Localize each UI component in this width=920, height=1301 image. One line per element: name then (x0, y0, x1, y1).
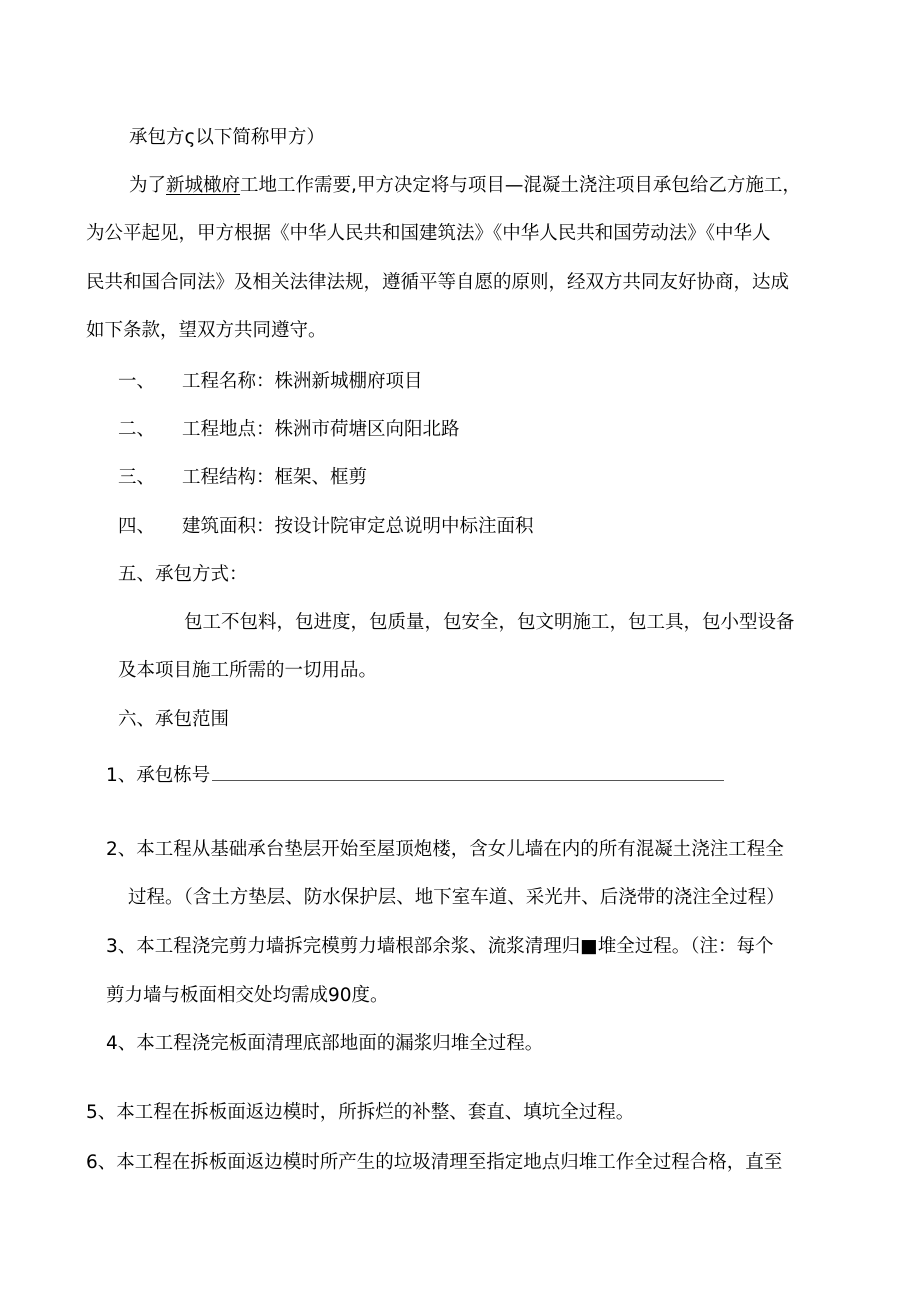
item-number: 二、 (118, 419, 156, 440)
scope-item-3-line-2: 剪力墙与板面相交处均需成90度。 (106, 985, 389, 1006)
item-text: 工程地点：株洲市荷塘区向阳北路 (182, 419, 460, 440)
intro-paragraph-line-4: 如下条款，望双方共同遵守。 (86, 320, 327, 341)
item-project-name (118, 368, 423, 396)
contract-method-line-2: 及本项目施工所需的一切用品。 (118, 660, 378, 681)
item-text: 工程名称：株洲新城棚府项目 (182, 371, 423, 392)
intro-paragraph-line-2: 为公平起见，甲方根据《中华人民共和国建筑法》《中华人民共和国劳动法》《中华人 (86, 223, 771, 244)
item-project-location (118, 416, 460, 444)
section-contract-method-title: 五、承包方式： (118, 564, 248, 585)
scope-item-1 (106, 762, 724, 790)
scope-item-5: 5、本工程在拆板面返边模时，所拆烂的补整、套直、填坑全过程。 (86, 1102, 635, 1123)
project-name-underlined: 新城橄府 (166, 175, 241, 196)
item-text: 建筑面积：按设计院审定总说明中标注面积 (182, 516, 534, 537)
item-number: 三、 (118, 467, 156, 488)
item-number: 一、 (118, 371, 156, 392)
scope-item-2-line-1: 2、本工程从基础承台垫层开始至屋顶炮楼，含女儿墙在内的所有混凝土浇注工程全 (106, 839, 784, 860)
item-text: 工程结构：框架、框剪 (182, 467, 368, 488)
building-number-blank (212, 762, 724, 781)
item-number: 四、 (118, 516, 156, 537)
intro-paragraph-line-1 (129, 172, 801, 200)
intro-pre: 为了 (129, 175, 167, 196)
contract-method-line-1: 包工不包料，包进度，包质量，包安全，包文明施工，包工具，包小型设备 (184, 612, 795, 633)
scope-item-6: 6、本工程在拆板面返边模时所产生的垃圾清理至指定地点归堆工作全过程合格，直至 (86, 1152, 783, 1173)
scope-item-3-line-1: 3、本工程浇完剪力墙拆完模剪力墙根部余浆、流浆清理归■堆全过程。（注：每个 (106, 936, 774, 957)
item-building-area (118, 513, 534, 541)
item-project-structure (118, 464, 367, 492)
scope-item-2-line-2: 过程。（含土方垫层、防水保护层、地下室车道、采光井、后浇带的浇注全过程） (128, 887, 785, 908)
section-scope-title: 六、承包范围 (118, 709, 230, 730)
header-line: 承包方ς以下简称甲方） (129, 127, 325, 148)
intro-paragraph-line-3: 民共和国合同法》及相关法律法规，遵循平等自愿的原则，经双方共同友好协商，达成 (86, 272, 790, 293)
scope-item-1-label: 1、承包栋号 (106, 765, 211, 786)
intro-post: 工地工作需要,甲方决定将与项目—混凝土浇注项目承包给乙方施工， (240, 175, 801, 196)
scope-item-4: 4、本工程浇完板面清理底部地面的漏浆归堆全过程。 (106, 1033, 544, 1054)
